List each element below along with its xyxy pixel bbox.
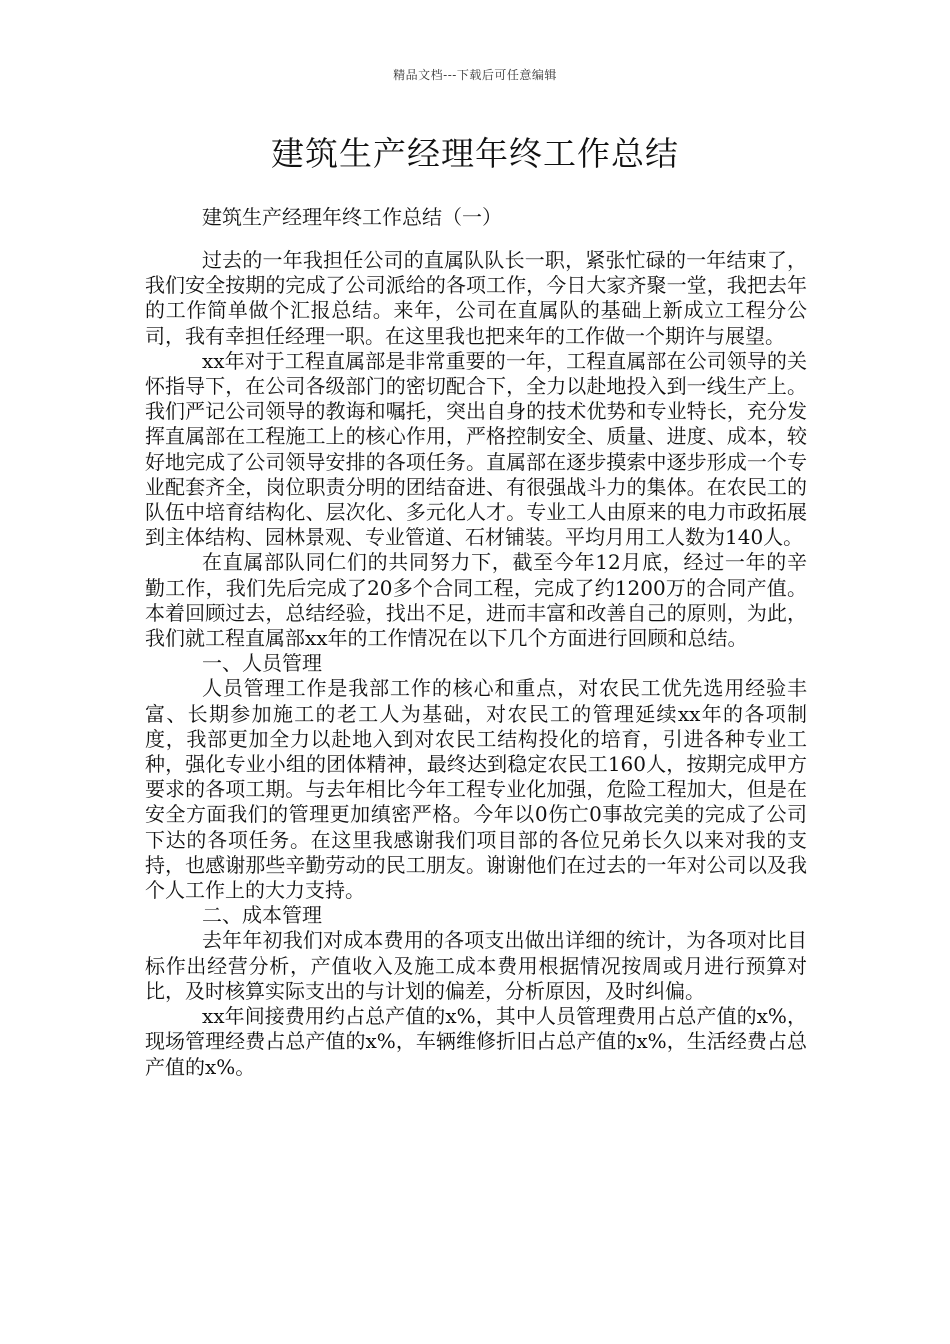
heading-personnel-management: 一、人员管理 (202, 651, 322, 676)
heading-cost-management: 二、成本管理 (202, 903, 322, 928)
paragraph-intro: 过去的一年我担任公司的直属队队长一职，紧张忙碌的一年结束了，我们安全按期的完成了公司派给的各项工作，今日大家齐聚一堂，我把去年的工作简单做个汇报总结。来年，公司在直属队的基础上新成立工程分公司，我有幸担任经理一职。在这里我也把来年的工作做一个期许与展望。 (145, 248, 807, 348)
paragraph-indirect-cost: xx年间接费用约占总产值的x%，其中人员管理费用占总产值的x%，现场管理经费占总产值的x%，车辆维修折旧占总产值的x%，生活经费占总产值的x%。 (145, 1004, 807, 1079)
document-title: 建筑生产经理年终工作总结 (271, 134, 679, 173)
paragraph-achievements: 在直属部队同仁们的共同努力下，截至今年12月底，经过一年的辛勤工作，我们先后完成了20多个合同工程，完成了约1200万的合同产值。本着回顾过去，总结经验，找出不足，进而丰富和改善自己的原则，为此，我们就工程直属部xx年的工作情况在以下几个方面进行回顾和总结。 (145, 550, 807, 651)
running-header: 精品文档---下载后可任意编辑 (393, 68, 557, 82)
section-subtitle: 建筑生产经理年终工作总结（一） (202, 205, 502, 229)
paragraph-cost: 去年年初我们对成本费用的各项支出做出详细的统计，为各项对比目标作出经营分析，产值收入及施工成本费用根据情况按周或月进行预算对比，及时核算实际支出的与计划的偏差，分析原因，及时纠偏。 (145, 928, 807, 1003)
paragraph-personnel: 人员管理工作是我部工作的核心和重点，对农民工优先选用经验丰富、长期参加施工的老工人为基础，对农民工的管理延续xx年的各项制度，我部更加全力以赴地入到对农民工结构投化的培育，引进各种专业工种，强化专业小组的团体精神，最终达到稳定农民工160人，按期完成甲方要求的各项工期。与去年相比今年工程专业化加强，危险工程加大，但是在安全方面我们的管理更加缜密严格。今年以0伤亡0事故完美的完成了公司下达的各项任务。在这里我感谢我们项目部的各位兄弟长久以来对我的支持，也感谢那些辛勤劳动的民工朋友。谢谢他们在过去的一年对公司以及我个人工作上的大力支持。 (145, 676, 807, 903)
paragraph-overview: xx年对于工程直属部是非常重要的一年，工程直属部在公司领导的关怀指导下，在公司各级部门的密切配合下，全力以赴地投入到一线生产上。我们严记公司领导的教诲和嘱托，突出自身的技术优势和专业特长，充分发挥直属部在工程施工上的核心作用，严格控制安全、质量、进度、成本，较好地完成了公司领导安排的各项任务。直属部在逐步摸索中逐步形成一个专业配套齐全，岗位职责分明的团结奋进、有很强战斗力的集体。在农民工的队伍中培育结构化、层次化、多元化人才。专业工人由原来的电力市政拓展到主体结构、园林景观、专业管道、石材铺装。平均月用工人数为140人。 (145, 348, 807, 550)
document-body (145, 248, 807, 1080)
